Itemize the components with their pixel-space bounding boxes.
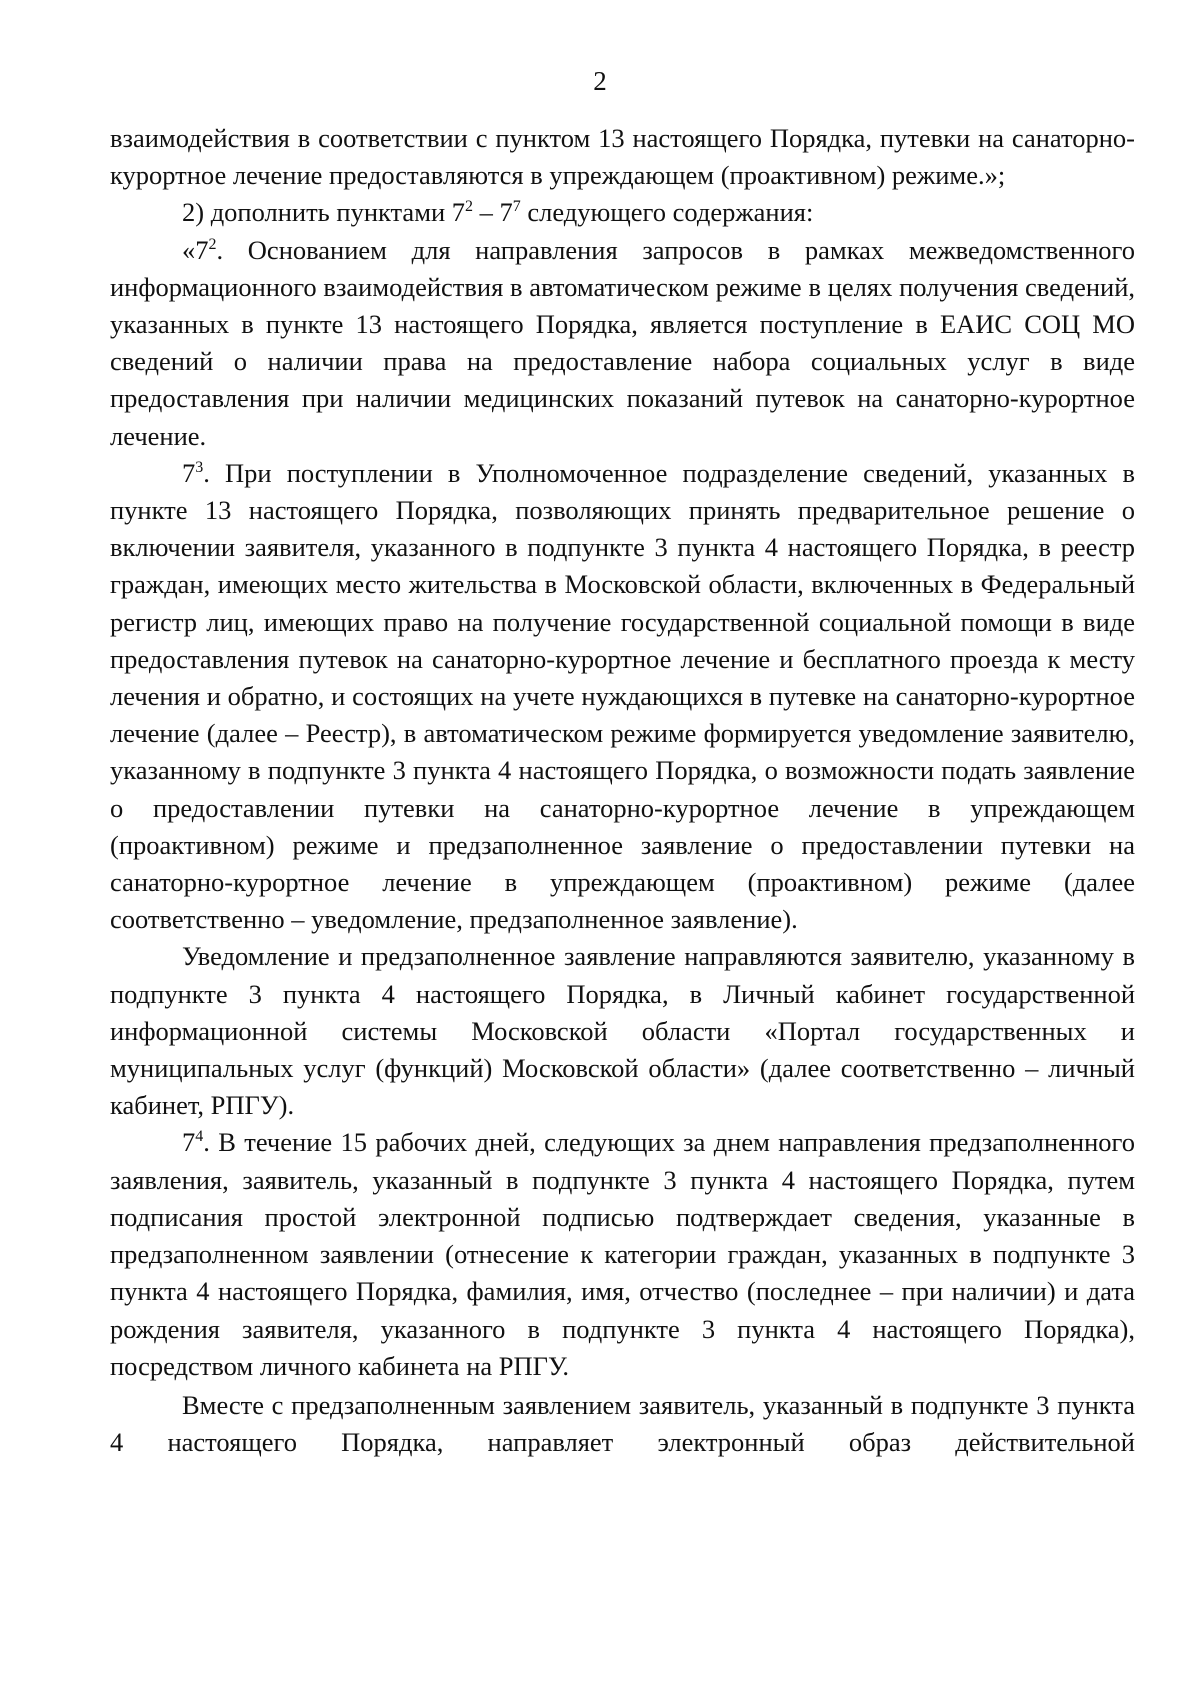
paragraph [110,120,1135,194]
paragraph-text: . При поступлении в Уполномоченное подразделение сведений, указанных в пункте 13 настоящего Порядка, позволяющих принять предварительное решение о включении заявителя, указанного в подпункте 3 пункта 4 настоящего Порядка, в реестр граждан, имеющих место жительства в Московской области, включенных в Федеральный регистр лиц, имеющих право на получение государственной социальной помощи в виде предоставления путевок на санаторно-курортное лечение и бесплатного проезда к месту лечения и обратно, и состоящих на учете нуждающихся в путевке на санаторно-курортное лечение (далее – Реестр), в автоматическом режиме формируется уведомление заявителю, указанному в подпункте 3 пункта 4 настоящего Порядка, о возможности подать заявление о предоставлении путевки на санаторно-курортное лечение в упреждающем (проактивном) режиме и предзаполненное заявление о предоставлении путевки на санаторно-курортное лечение в упреждающем (проактивном) режиме (далее соответственно – уведомление, предзаполненное заявление). [110,457,1135,935]
paragraph [110,1124,1135,1384]
paragraph-text: 2) дополнить пунктами 7 [182,197,466,228]
superscript-index: 2 [465,198,474,216]
paragraph-text: «7 [182,234,209,265]
paragraph [110,194,1135,231]
paragraph-text: – 7 [473,197,513,228]
paragraph-text: 7 [182,457,196,488]
paragraph [110,232,1135,455]
superscript-index: 3 [195,458,204,476]
paragraph [110,938,1135,1124]
paragraph [110,455,1135,939]
paragraph [110,1387,1135,1461]
superscript-index: 7 [512,198,521,216]
superscript-index: 2 [208,235,217,253]
paragraph-text: Уведомление и предзаполненное заявление направляются заявителю, указанному в подпункте 3 пункта 4 настоящего Порядка, в Личный кабинет государственной информационной системы Московской области «Портал государственных и муниципальных услуг (функций) Московской области» (далее соответственно – личный кабинет, РПГУ). [110,941,1135,1121]
paragraph-text: . Основанием для направления запросов в рамках межведомственного информационного взаимодействия в автоматическом режиме в целях получения сведений, указанных в пункте 13 настоящего Порядка, является поступление в ЕАИС СОЦ МО сведений о наличии права на предоставление набора социальных услуг в виде предоставления при наличии медицинских показаний путевок на санаторно-курортное лечение. [110,234,1135,451]
superscript-index: 4 [195,1128,204,1146]
paragraph-text: Вместе с предзаполненным заявлением заявитель, указанный в подпункте 3 пункта 4 настоящего Порядка, направляет электронный образ действительной [110,1389,1135,1458]
paragraph-text: следующего содержания: [520,197,814,228]
paragraph-text: 7 [182,1127,196,1158]
document-body [110,120,1135,1461]
paragraph-text: взаимодействия в соответствии с пунктом 13 настоящего Порядка, путевки на санаторно-курортное лечение предоставляются в упреждающем (проактивном) режиме.»; [110,123,1135,191]
page-number: 2 [593,66,607,96]
paragraph-text: . В течение 15 рабочих дней, следующих за днем направления предзаполненного заявления, заявитель, указанный в подпункте 3 пункта 4 настоящего Порядка, путем подписания простой электронной подписью подтверждает сведения, указанные в предзаполненном заявлении (отнесение к категории граждан, указанных в подпункте 3 пункта 4 настоящего Порядка, фамилия, имя, отчество (последнее – при наличии) и дата рождения заявителя, указанного в подпункте 3 пункта 4 настоящего Порядка), посредством личного кабинета на РПГУ. [110,1127,1135,1381]
